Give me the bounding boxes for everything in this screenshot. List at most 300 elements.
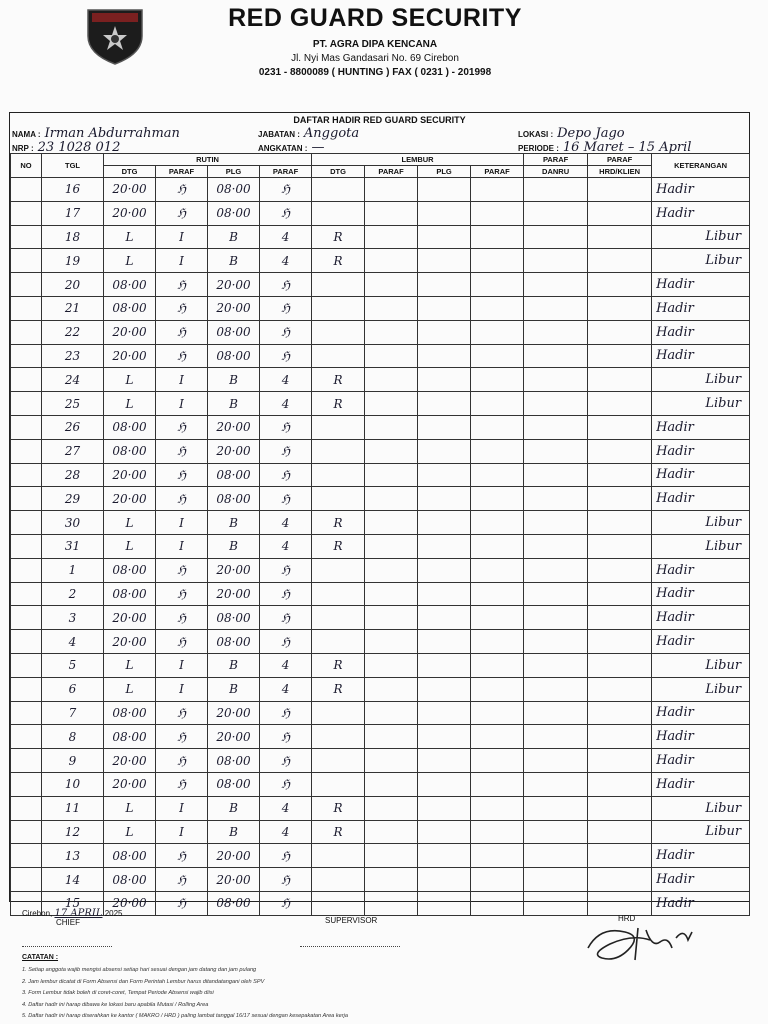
cell-lem: R <box>312 511 365 535</box>
table-row <box>11 796 750 820</box>
cell-dtg: L <box>104 820 156 844</box>
cell-lem <box>312 296 365 320</box>
cell-lp2 <box>471 225 524 249</box>
cell-lplg <box>418 225 471 249</box>
cell-dtg: 08·00 <box>104 439 156 463</box>
cell-no <box>11 273 42 297</box>
cell-plg: 20·00 <box>208 582 260 606</box>
cell-p1: I <box>156 796 208 820</box>
cell-dtg: 20·00 <box>104 772 156 796</box>
cell-lp2 <box>471 630 524 654</box>
cell-lplg <box>418 344 471 368</box>
cell-hrd <box>588 630 652 654</box>
cell-lp1 <box>365 677 418 701</box>
cell-lp2 <box>471 273 524 297</box>
cell-danru <box>524 392 588 416</box>
cell-lem <box>312 320 365 344</box>
cell-lp1 <box>365 582 418 606</box>
cell-ket: Hadir <box>652 772 750 796</box>
cell-lem <box>312 582 365 606</box>
cell-p2: ℌ <box>260 582 312 606</box>
cell-lp1 <box>365 273 418 297</box>
cell-p2: ℌ <box>260 558 312 582</box>
cell-danru <box>524 653 588 677</box>
cell-dtg: L <box>104 249 156 273</box>
note-1: 1. Setiap anggota wajib mengisi absensi setiap hari sesuai dengan jam datang dan jam pulang <box>22 967 257 973</box>
cell-lplg <box>418 201 471 225</box>
cell-p1: ℌ <box>156 844 208 868</box>
cell-no <box>11 225 42 249</box>
cell-dtg: 08·00 <box>104 868 156 892</box>
cell-tgl: 14 <box>42 868 104 892</box>
cell-lem <box>312 868 365 892</box>
cell-plg: 08·00 <box>208 487 260 511</box>
cell-ket: Hadir <box>652 606 750 630</box>
cell-plg: 20·00 <box>208 868 260 892</box>
cell-danru <box>524 225 588 249</box>
nrp-label: NRP : <box>12 144 34 153</box>
table-row <box>11 487 750 511</box>
table-row <box>11 463 750 487</box>
cell-hrd <box>588 273 652 297</box>
cell-lem: R <box>312 534 365 558</box>
cell-p1: I <box>156 677 208 701</box>
note-3: 3. Form Lembur tidak boleh di coret-coret, Tempat Periode Absensi wajib diisi <box>22 990 214 996</box>
cell-no <box>11 844 42 868</box>
cell-p2: ℌ <box>260 630 312 654</box>
subsidiary-name: PT. AGRA DIPA KENCANA <box>312 39 438 50</box>
table-row <box>11 534 750 558</box>
cell-lem: R <box>312 392 365 416</box>
cell-no <box>11 772 42 796</box>
cell-lp1 <box>365 178 418 202</box>
cell-p2: ℌ <box>260 701 312 725</box>
cell-p1: ℌ <box>156 558 208 582</box>
cell-ket: Libur <box>652 392 750 416</box>
col-lembur-dtg: DTG <box>312 166 365 178</box>
cell-tgl: 8 <box>42 725 104 749</box>
nama-field <box>12 126 180 141</box>
col-rutin-plg: PLG <box>208 166 260 178</box>
cell-no <box>11 653 42 677</box>
cell-lp1 <box>365 296 418 320</box>
cell-hrd <box>588 653 652 677</box>
cell-hrd <box>588 415 652 439</box>
cell-lp1 <box>365 487 418 511</box>
cell-p2: ℌ <box>260 344 312 368</box>
company-contact: 0231 - 8800089 ( HUNTING ) FAX ( 0231 ) - 201998 <box>258 67 492 78</box>
cell-lp2 <box>471 820 524 844</box>
cell-danru <box>524 178 588 202</box>
cell-no <box>11 296 42 320</box>
cell-p2: ℌ <box>260 725 312 749</box>
cell-p2: 4 <box>260 392 312 416</box>
cell-lp1 <box>365 796 418 820</box>
cell-dtg: L <box>104 511 156 535</box>
cell-ket: Libur <box>652 653 750 677</box>
cell-lplg <box>418 749 471 773</box>
cell-lem <box>312 201 365 225</box>
cell-no <box>11 725 42 749</box>
cell-lp2 <box>471 439 524 463</box>
cell-danru <box>524 772 588 796</box>
cell-lp1 <box>365 558 418 582</box>
table-row <box>11 392 750 416</box>
cell-lplg <box>418 392 471 416</box>
table-row <box>11 630 750 654</box>
note-4: 4. Daftar hadir ini harap dibawa ke lokasi baru apabila Mutasi / Rolling Area <box>22 1001 209 1008</box>
cell-dtg: L <box>104 368 156 392</box>
cell-lem <box>312 344 365 368</box>
col-no: NO <box>11 154 42 178</box>
cell-plg: 20·00 <box>208 415 260 439</box>
cell-p2: ℌ <box>260 320 312 344</box>
cell-lp2 <box>471 249 524 273</box>
cell-ket: Hadir <box>652 178 750 202</box>
cell-lplg <box>418 653 471 677</box>
cell-ket: Hadir <box>652 344 750 368</box>
periode-label: PERIODE : <box>518 144 559 153</box>
table-row <box>11 225 750 249</box>
cell-plg: 08·00 <box>208 201 260 225</box>
supervisor-label: SUPERVISOR <box>325 916 378 925</box>
cell-tgl: 1 <box>42 558 104 582</box>
chief-sign-line <box>22 946 112 947</box>
cell-danru <box>524 820 588 844</box>
cell-no <box>11 796 42 820</box>
cell-danru <box>524 511 588 535</box>
cell-p2: 4 <box>260 534 312 558</box>
cell-p2: ℌ <box>260 201 312 225</box>
letterhead <box>0 0 768 112</box>
cell-p2: 4 <box>260 249 312 273</box>
cell-p1: ℌ <box>156 582 208 606</box>
cell-lem <box>312 487 365 511</box>
cell-dtg: 08·00 <box>104 558 156 582</box>
cell-lem <box>312 273 365 297</box>
table-row <box>11 368 750 392</box>
cell-hrd <box>588 772 652 796</box>
cell-p2: ℌ <box>260 273 312 297</box>
cell-danru <box>524 344 588 368</box>
cell-p2: 4 <box>260 368 312 392</box>
cell-lp1 <box>365 701 418 725</box>
cell-lplg <box>418 249 471 273</box>
cell-lp1 <box>365 868 418 892</box>
cell-lem: R <box>312 677 365 701</box>
cell-dtg: L <box>104 677 156 701</box>
cell-lp1 <box>365 344 418 368</box>
angkatan-value: — <box>311 140 325 155</box>
cell-lp1 <box>365 368 418 392</box>
company-address: Jl. Nyi Mas Gandasari No. 69 Cirebon <box>291 53 459 64</box>
cell-danru <box>524 487 588 511</box>
cell-hrd <box>588 439 652 463</box>
table-row <box>11 178 750 202</box>
cell-lp2 <box>471 749 524 773</box>
col-danru: DANRU <box>524 166 588 178</box>
cell-lp2 <box>471 653 524 677</box>
lokasi-label: LOKASI : <box>518 130 554 139</box>
company-name: RED GUARD SECURITY <box>228 4 522 32</box>
cell-hrd <box>588 487 652 511</box>
cell-tgl: 3 <box>42 606 104 630</box>
cell-dtg: 08·00 <box>104 296 156 320</box>
cell-danru <box>524 273 588 297</box>
cell-plg: 08·00 <box>208 749 260 773</box>
cell-p2: ℌ <box>260 868 312 892</box>
cell-ket: Hadir <box>652 487 750 511</box>
cell-ket: Hadir <box>652 415 750 439</box>
cell-no <box>11 749 42 773</box>
cell-tgl: 23 <box>42 344 104 368</box>
cell-tgl: 26 <box>42 415 104 439</box>
cell-p2: ℌ <box>260 606 312 630</box>
cell-danru <box>524 677 588 701</box>
table-row <box>11 320 750 344</box>
table-row <box>11 606 750 630</box>
cell-lplg <box>418 868 471 892</box>
cell-no <box>11 368 42 392</box>
cell-lp2 <box>471 606 524 630</box>
cell-lem <box>312 463 365 487</box>
cell-p2: ℌ <box>260 439 312 463</box>
cell-danru <box>524 558 588 582</box>
cell-p2: ℌ <box>260 463 312 487</box>
cell-lp1 <box>365 534 418 558</box>
table-row <box>11 558 750 582</box>
cell-dtg: 20·00 <box>104 201 156 225</box>
cell-p1: ℌ <box>156 344 208 368</box>
cell-lp1 <box>365 749 418 773</box>
cell-ket: Libur <box>652 796 750 820</box>
cell-lplg <box>418 844 471 868</box>
cell-lp2 <box>471 677 524 701</box>
cell-p1: ℌ <box>156 463 208 487</box>
cell-danru <box>524 534 588 558</box>
cell-plg: B <box>208 653 260 677</box>
cell-p1: ℌ <box>156 439 208 463</box>
table-row <box>11 725 750 749</box>
cell-plg: B <box>208 820 260 844</box>
cell-dtg: 20·00 <box>104 463 156 487</box>
table-row <box>11 868 750 892</box>
cell-no <box>11 392 42 416</box>
cell-tgl: 6 <box>42 677 104 701</box>
cell-no <box>11 178 42 202</box>
cell-dtg: 20·00 <box>104 630 156 654</box>
cell-tgl: 29 <box>42 487 104 511</box>
cell-lem <box>312 701 365 725</box>
angkatan-label: ANGKATAN : <box>258 144 308 153</box>
cell-lem: R <box>312 796 365 820</box>
cell-danru <box>524 725 588 749</box>
cell-p1: ℌ <box>156 772 208 796</box>
cell-lem <box>312 844 365 868</box>
cell-danru <box>524 868 588 892</box>
cell-danru <box>524 320 588 344</box>
cell-lp1 <box>365 820 418 844</box>
table-row <box>11 344 750 368</box>
cell-lp2 <box>471 344 524 368</box>
cell-lem <box>312 772 365 796</box>
cell-p1: ℌ <box>156 178 208 202</box>
cell-p1: I <box>156 368 208 392</box>
cell-tgl: 20 <box>42 273 104 297</box>
cell-lplg <box>418 677 471 701</box>
table-row <box>11 582 750 606</box>
cell-lplg <box>418 772 471 796</box>
cell-no <box>11 511 42 535</box>
cell-lp1 <box>365 392 418 416</box>
cell-hrd <box>588 725 652 749</box>
cell-lp2 <box>471 201 524 225</box>
cell-p2: 4 <box>260 653 312 677</box>
cell-lem <box>312 415 365 439</box>
cell-lem <box>312 725 365 749</box>
cell-p1: I <box>156 653 208 677</box>
table-row <box>11 439 750 463</box>
cell-tgl: 12 <box>42 820 104 844</box>
cell-dtg: 20·00 <box>104 487 156 511</box>
cell-lp2 <box>471 296 524 320</box>
cell-plg: B <box>208 368 260 392</box>
attendance-table <box>10 153 750 916</box>
cell-dtg: 20·00 <box>104 320 156 344</box>
note-2: 2. Jam lembur dicatat di Form Absensi dan Form Perintah Lembur harus ditandatangani oleh SPV <box>22 978 265 985</box>
cell-ket: Hadir <box>652 868 750 892</box>
cell-p2: ℌ <box>260 772 312 796</box>
cell-lplg <box>418 701 471 725</box>
cell-plg: 08·00 <box>208 463 260 487</box>
cell-lp2 <box>471 844 524 868</box>
cell-lplg <box>418 820 471 844</box>
cell-hrd <box>588 677 652 701</box>
cell-lem: R <box>312 225 365 249</box>
cell-lplg <box>418 796 471 820</box>
cell-tgl: 17 <box>42 201 104 225</box>
cell-plg: 20·00 <box>208 439 260 463</box>
cell-p2: 4 <box>260 511 312 535</box>
cell-lplg <box>418 534 471 558</box>
cell-ket: Hadir <box>652 891 750 915</box>
cell-danru <box>524 368 588 392</box>
cell-lem: R <box>312 653 365 677</box>
table-row <box>11 201 750 225</box>
cell-p1: I <box>156 534 208 558</box>
cell-dtg: L <box>104 796 156 820</box>
cell-plg: 20·00 <box>208 296 260 320</box>
cell-no <box>11 868 42 892</box>
cell-plg: 20·00 <box>208 558 260 582</box>
cell-tgl: 25 <box>42 392 104 416</box>
table-row <box>11 415 750 439</box>
cell-lem <box>312 749 365 773</box>
cell-ket: Hadir <box>652 463 750 487</box>
cell-lp2 <box>471 511 524 535</box>
cell-no <box>11 463 42 487</box>
cell-hrd <box>588 463 652 487</box>
cell-p1: ℌ <box>156 415 208 439</box>
cell-ket: Hadir <box>652 725 750 749</box>
cell-plg: 08·00 <box>208 320 260 344</box>
form-title: DAFTAR HADIR RED GUARD SECURITY <box>293 115 466 125</box>
cell-no <box>11 582 42 606</box>
cell-no <box>11 701 42 725</box>
col-lembur-plg: PLG <box>418 166 471 178</box>
cell-tgl: 24 <box>42 368 104 392</box>
jabatan-label: JABATAN : <box>258 130 300 139</box>
cell-p1: I <box>156 225 208 249</box>
cell-p1: ℌ <box>156 701 208 725</box>
cell-p2: ℌ <box>260 487 312 511</box>
cell-p2: ℌ <box>260 891 312 915</box>
attendance-rows <box>11 178 750 916</box>
cell-lp1 <box>365 606 418 630</box>
notes-title: CATATAN : <box>22 954 59 961</box>
cell-hrd <box>588 201 652 225</box>
cell-plg: B <box>208 796 260 820</box>
cell-tgl: 16 <box>42 178 104 202</box>
sign-place: Cirebon, <box>22 909 53 918</box>
cell-danru <box>524 749 588 773</box>
cell-hrd <box>588 868 652 892</box>
cell-ket: Libur <box>652 820 750 844</box>
cell-tgl: 9 <box>42 749 104 773</box>
cell-danru <box>524 463 588 487</box>
cell-ket: Hadir <box>652 558 750 582</box>
col-group-paraf-hrd: PARAF <box>588 154 652 166</box>
cell-ket: Libur <box>652 249 750 273</box>
cell-plg: 08·00 <box>208 606 260 630</box>
cell-lem: R <box>312 249 365 273</box>
cell-lem <box>312 606 365 630</box>
table-row <box>11 677 750 701</box>
cell-no <box>11 820 42 844</box>
note-5: 5. Daftar hadir ini harap diserahkan ke kantor ( MAKRO / HRD ) paling lambat tanggal 16/17 sesuai dengan kesepakatan Area kerja <box>22 1013 348 1019</box>
cell-dtg: 08·00 <box>104 582 156 606</box>
cell-lplg <box>418 487 471 511</box>
cell-tgl: 21 <box>42 296 104 320</box>
nama-value: Irman Abdurrahman <box>44 126 180 141</box>
periode-value: 16 Maret – 15 April <box>562 140 692 155</box>
cell-lp2 <box>471 463 524 487</box>
cell-hrd <box>588 701 652 725</box>
cell-p2: 4 <box>260 820 312 844</box>
cell-lp1 <box>365 844 418 868</box>
cell-lp1 <box>365 630 418 654</box>
cell-hrd <box>588 392 652 416</box>
cell-lp1 <box>365 653 418 677</box>
nama-label: NAMA : <box>12 130 41 139</box>
cell-no <box>11 439 42 463</box>
chief-label: CHIEF <box>56 918 80 927</box>
col-rutin-paraf-2: PARAF <box>260 166 312 178</box>
cell-dtg: L <box>104 534 156 558</box>
col-tgl: TGL <box>42 154 104 178</box>
cell-p2: ℌ <box>260 844 312 868</box>
company-block <box>200 4 550 78</box>
cell-plg: 08·00 <box>208 891 260 915</box>
company-logo-icon <box>80 6 150 66</box>
cell-no <box>11 534 42 558</box>
table-row <box>11 273 750 297</box>
cell-lp2 <box>471 582 524 606</box>
col-keterangan: KETERANGAN <box>652 154 750 178</box>
col-hrd-klien: HRD/KLIEN <box>588 166 652 178</box>
cell-lp2 <box>471 725 524 749</box>
cell-danru <box>524 701 588 725</box>
